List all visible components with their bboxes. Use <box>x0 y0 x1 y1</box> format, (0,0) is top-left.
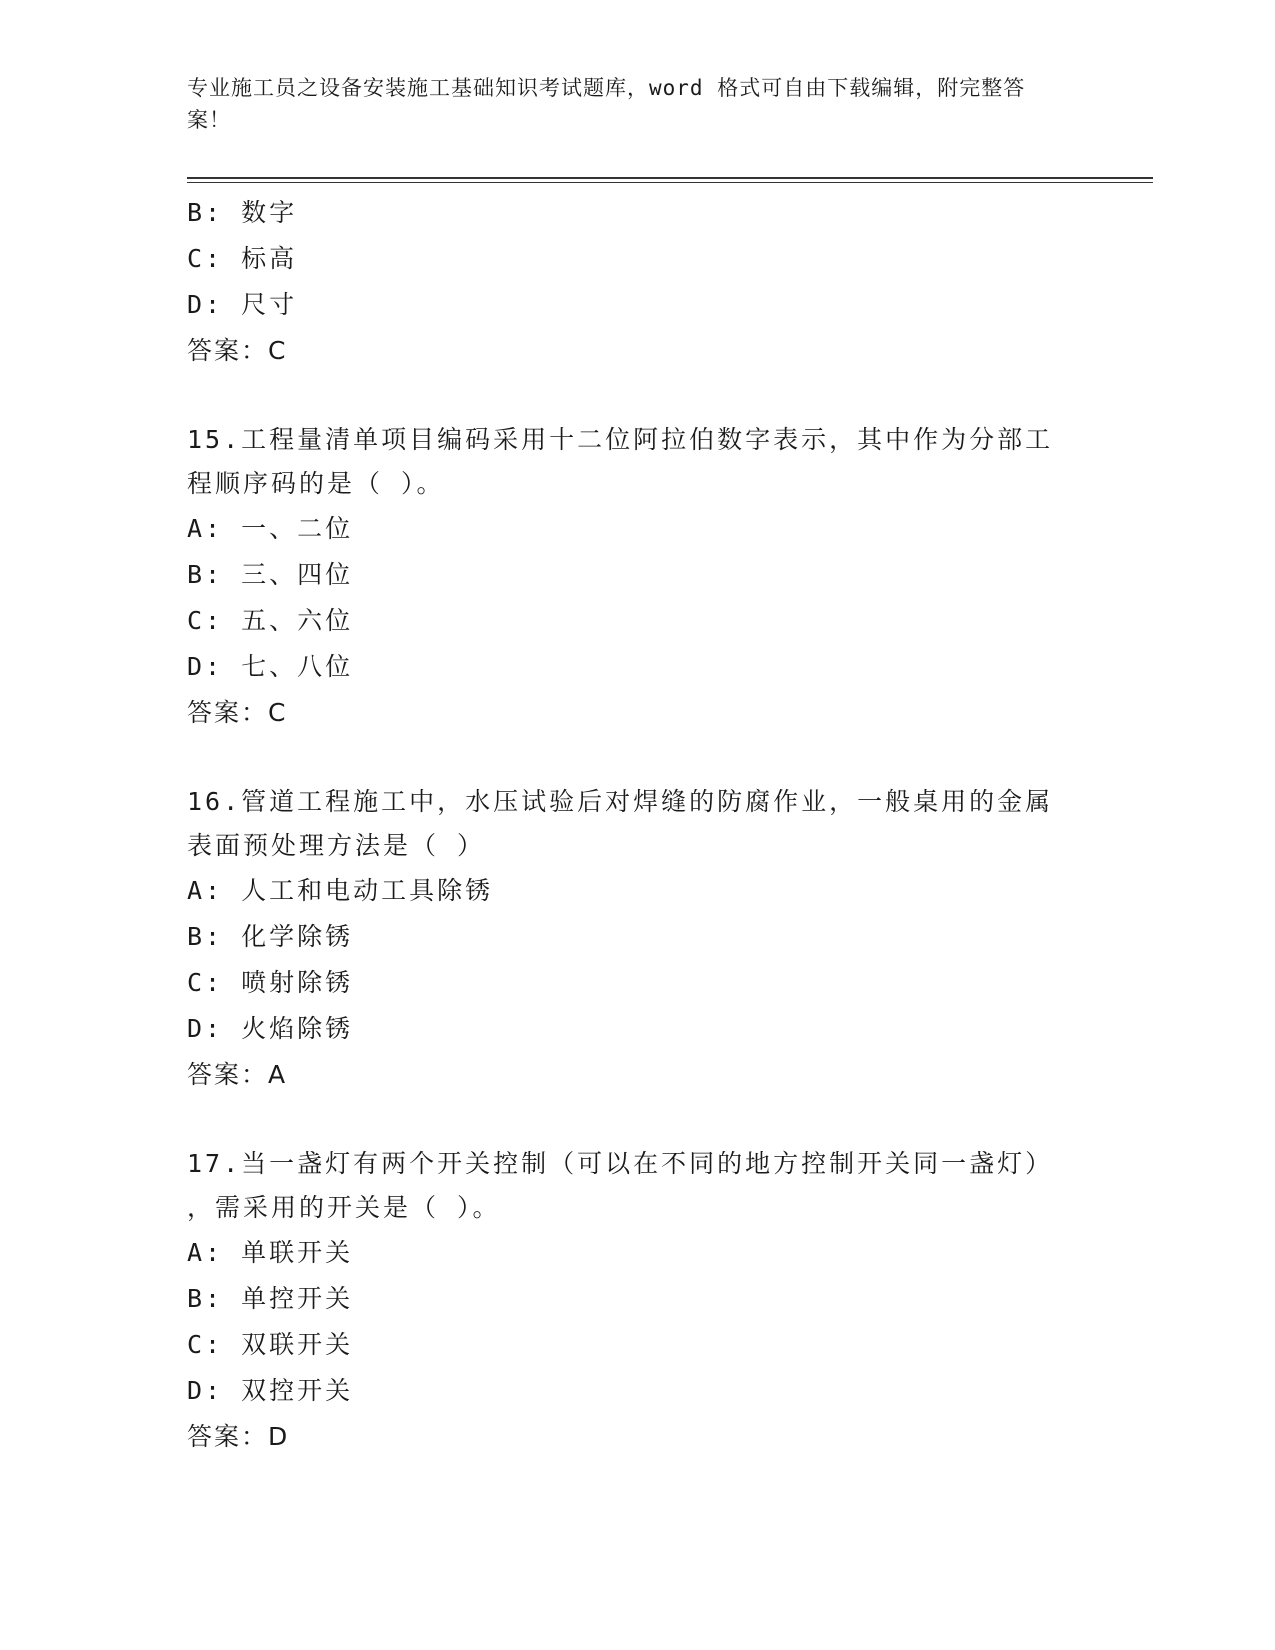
option-d: D: 七、八位 <box>187 652 354 681</box>
option-a: A: 单联开关 <box>187 1238 354 1267</box>
answer-line: 答案：D <box>187 1422 290 1451</box>
header-divider-thin <box>187 182 1153 183</box>
option-b: B: 三、四位 <box>187 560 354 589</box>
option-b: B: 单控开关 <box>187 1284 354 1313</box>
prev-question-block <box>187 190 1087 374</box>
option-b: B: 化学除锈 <box>187 922 354 951</box>
answer-line: 答案：C <box>187 336 288 365</box>
question-block-15 <box>187 418 1087 736</box>
option-c: C: 喷射除锈 <box>187 968 354 997</box>
question-stem: 15.工程量清单项目编码采用十二位阿拉伯数字表示，其中作为分部工 <box>187 425 1054 454</box>
question-stem-cont: 程顺序码的是（ ）。 <box>187 469 445 498</box>
option-d: D: 双控开关 <box>187 1376 354 1405</box>
option-a: A: 人工和电动工具除锈 <box>187 876 494 905</box>
question-stem: 17.当一盏灯有两个开关控制（可以在不同的地方控制开关同一盏灯） <box>187 1149 1054 1178</box>
answer-line: 答案：C <box>187 698 288 727</box>
option-a: A: 一、二位 <box>187 514 354 543</box>
option-d: D: 火焰除锈 <box>187 1014 354 1043</box>
option-b: B: 数字 <box>187 198 298 227</box>
question-stem-cont: ，需采用的开关是（ ）。 <box>187 1193 501 1222</box>
question-list <box>187 190 1087 1460</box>
page-header-title: 专业施工员之设备安装施工基础知识考试题库，word 格式可自由下载编辑，附完整答案！ <box>187 76 1026 132</box>
spacer <box>187 374 1087 418</box>
spacer <box>187 736 1087 780</box>
spacer <box>187 1098 1087 1142</box>
option-c: C: 五、六位 <box>187 606 354 635</box>
option-c: C: 双联开关 <box>187 1330 354 1359</box>
answer-line: 答案：A <box>187 1060 288 1089</box>
question-stem-cont: 表面预处理方法是（ ） <box>187 831 486 860</box>
header-divider-thick <box>187 177 1153 179</box>
question-block-17 <box>187 1142 1087 1460</box>
option-d: D: 尺寸 <box>187 290 298 319</box>
question-stem: 16.管道工程施工中，水压试验后对焊缝的防腐作业，一般桌用的金属 <box>187 787 1054 816</box>
question-block-16 <box>187 780 1087 1098</box>
option-c: C: 标高 <box>187 244 298 273</box>
